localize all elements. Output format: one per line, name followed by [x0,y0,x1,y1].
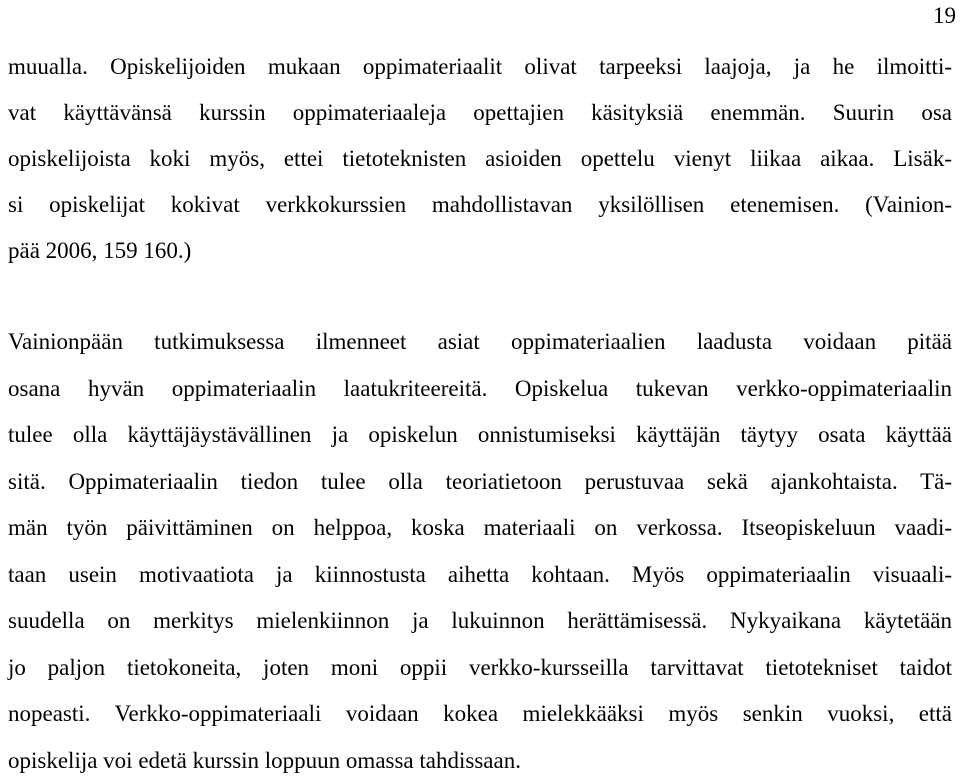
text-line: jo paljon tietokoneita, joten moni oppii verkko-kursseilla tarvittavat tietotekniset taidot [8,645,952,692]
paragraph-2 [8,319,952,784]
page-number: 19 [933,2,956,30]
text-line: pää 2006, 159 160.) [8,228,952,274]
text-line: män työn päivittäminen on helppoa, koska materiaali on verkossa. Itseopiskeluun vaadi- [8,505,952,552]
text-line: si opiskelijat kokivat verkkokurssien mahdollistavan yksilöllisen etenemisen. (Vainion- [8,182,952,228]
text-line: osana hyvän oppimateriaalin laatukriteereitä. Opiskelua tukevan verkko-oppimateriaalin [8,366,952,413]
text-line: tulee olla käyttäjäystävällinen ja opiskelun onnistumiseksi käyttäjän täytyy osata käyttää [8,412,952,459]
text-line: opiskelijoista koki myös, ettei tietoteknisten asioiden opettelu vienyt liikaa aikaa. Lisäk- [8,136,952,182]
text-line: taan usein motivaatiota ja kiinnostusta aihetta kohtaan. Myös oppimateriaalin visuaali- [8,552,952,599]
text-line: suudella on merkitys mielenkiinnon ja lukuinnon herättämisessä. Nykyaikana käytetään [8,598,952,645]
text-line: muualla. Opiskelijoiden mukaan oppimateriaalit olivat tarpeeksi laajoja, ja he ilmoitti- [8,44,952,90]
text-line: vat käyttävänsä kurssin oppimateriaaleja opettajien käsityksiä enemmän. Suurin osa [8,90,952,136]
text-line: opiskelija voi edetä kurssin loppuun omassa tahdissaan. [8,738,952,784]
paragraph-1 [8,44,952,274]
text-line: nopeasti. Verkko-oppimateriaali voidaan kokea mielekkääksi myös senkin vuoksi, että [8,691,952,738]
text-line: Vainionpään tutkimuksessa ilmenneet asiat oppimateriaalien laadusta voidaan pitää [8,319,952,366]
text-line: sitä. Oppimateriaalin tiedon tulee olla teoriatietoon perustuvaa sekä ajankohtaista. Tä- [8,459,952,506]
